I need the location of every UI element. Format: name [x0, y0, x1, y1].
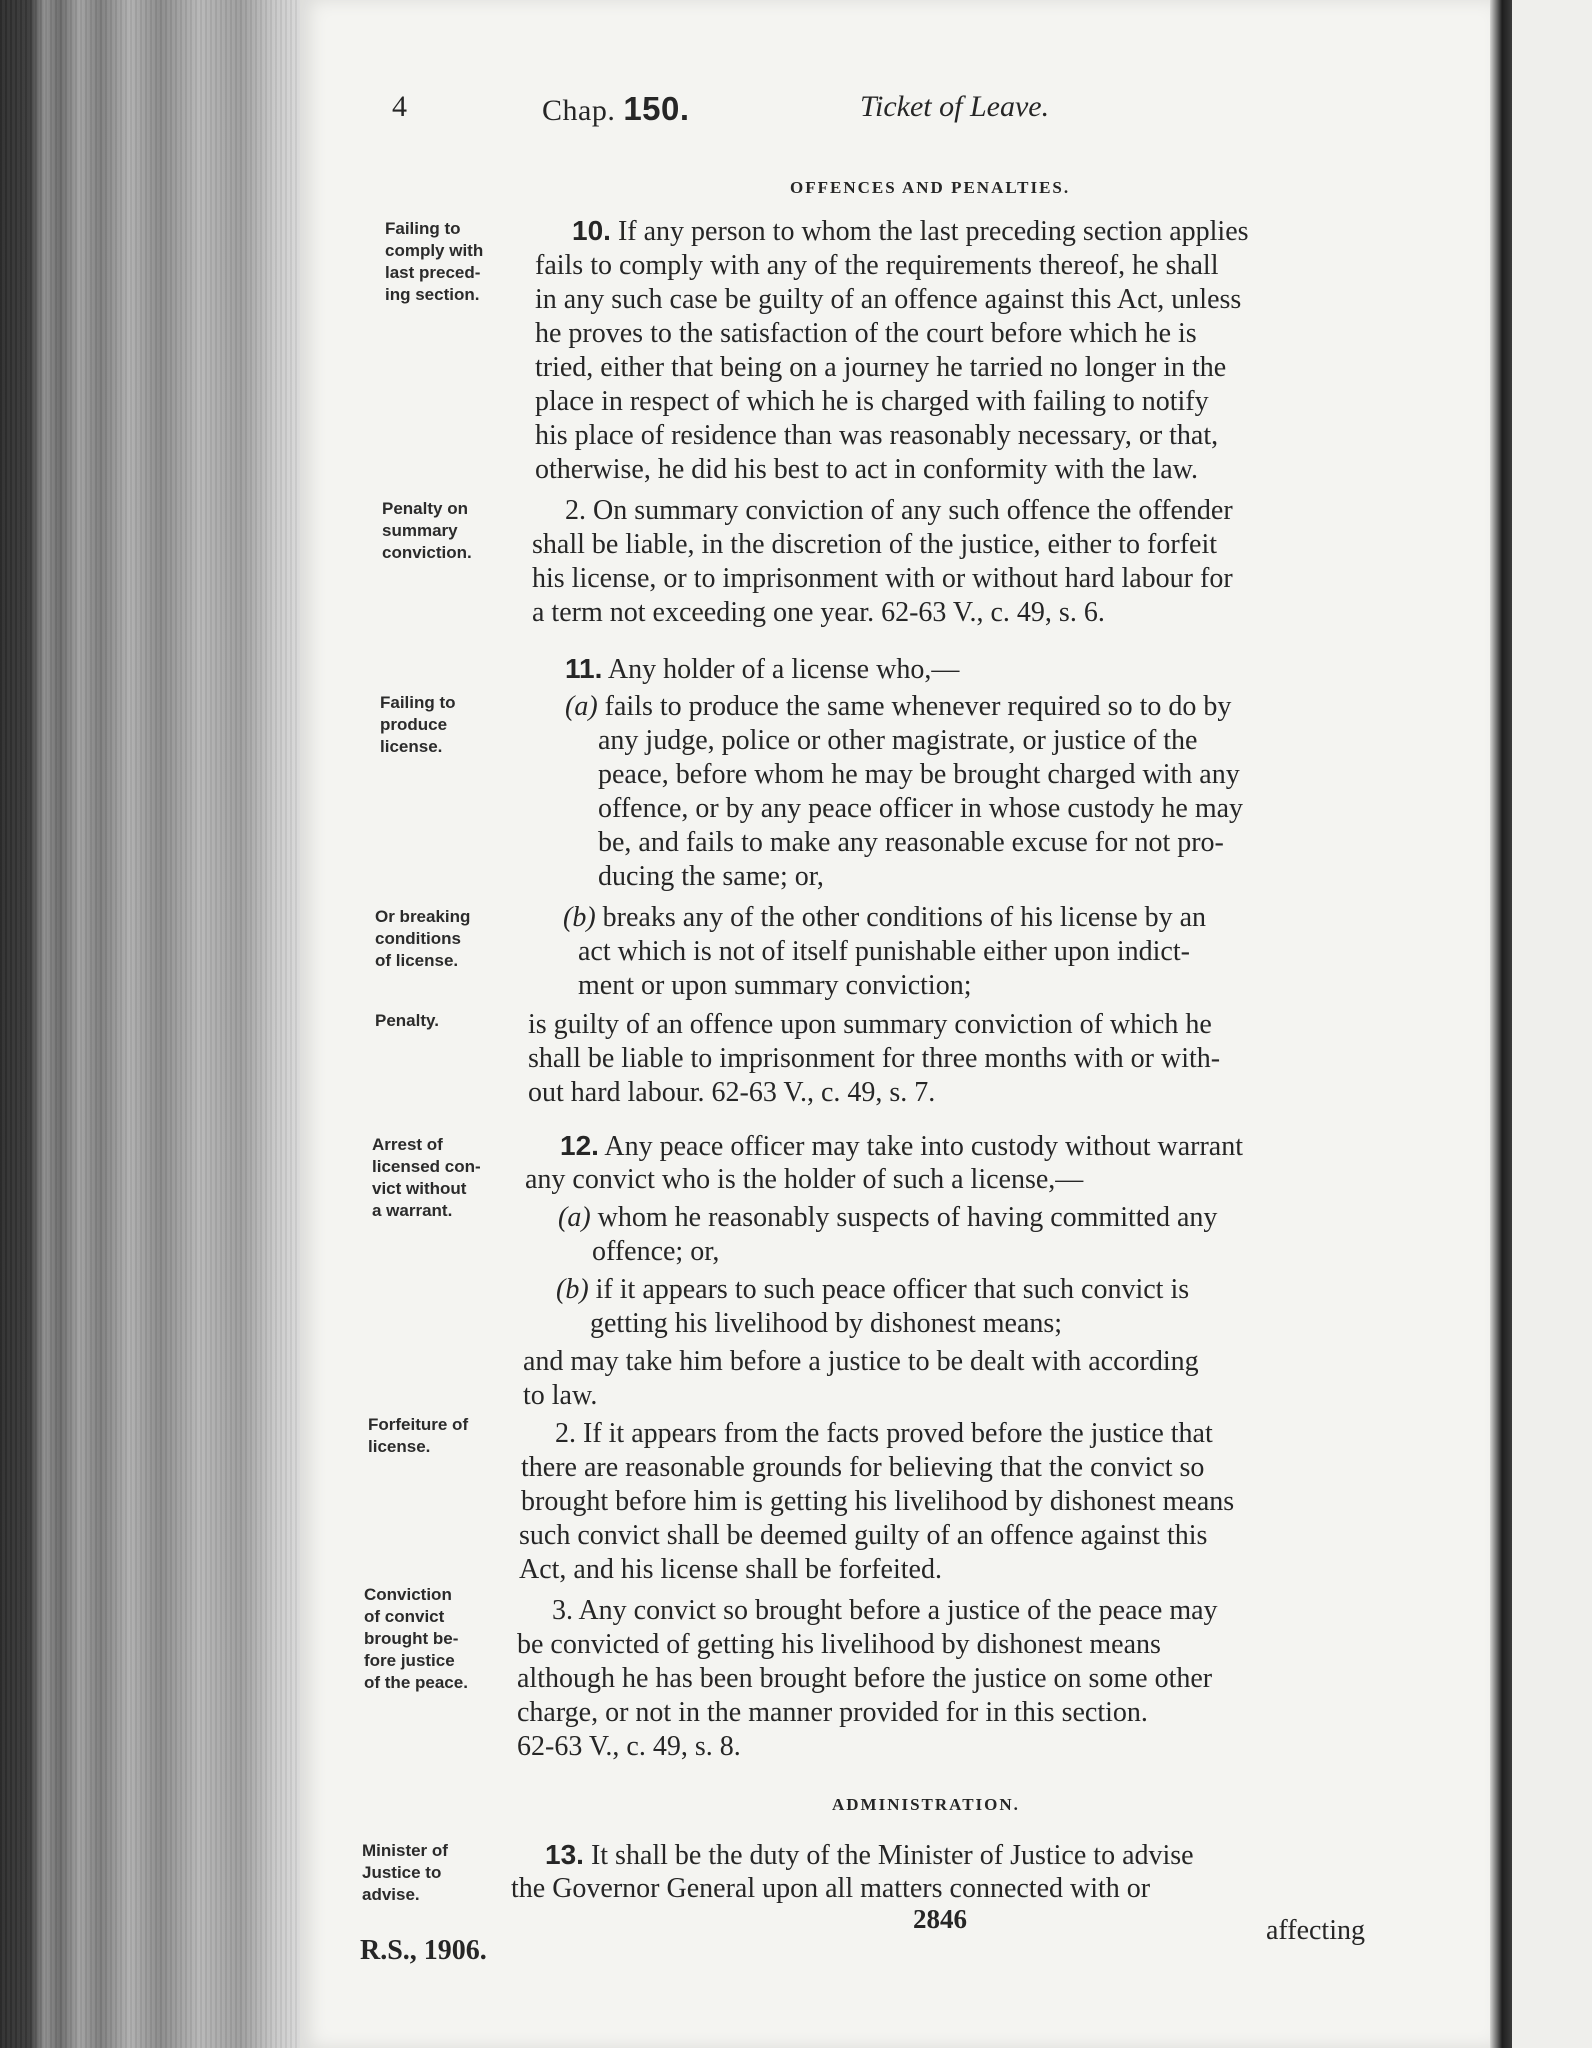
text-line: 2. On summary conviction of any such offence the offender: [565, 495, 1233, 526]
margin-note: Penalty.: [375, 1011, 439, 1030]
section-number: 10.: [572, 215, 611, 246]
text-line: be convicted of getting his livelihood by dishonest means: [517, 1629, 1161, 1660]
margin-note: Or breaking conditions of license.: [375, 907, 471, 970]
text-line: getting his livelihood by dishonest means;: [590, 1308, 1063, 1339]
text-line: although he has been brought before the justice on some other: [517, 1663, 1213, 1694]
text-line: his license, or to imprisonment with or without hard labour for: [532, 563, 1233, 594]
text-line: (a) fails to produce the same whenever required so to do by: [565, 691, 1232, 722]
section-11-line: 11. Any holder of a license who,—: [565, 653, 960, 685]
chapter-number: 150.: [623, 90, 690, 127]
text-line: 2. If it appears from the facts proved before the justice that: [555, 1418, 1213, 1449]
text-line: to law.: [523, 1380, 598, 1411]
heading-offences: OFFENCES AND PENALTIES.: [790, 178, 1071, 197]
book-gutter: [1490, 0, 1512, 2048]
section-number: 13.: [545, 1839, 584, 1870]
text-line: be, and fails to make any reasonable excuse for not pro-: [598, 827, 1224, 858]
section-number: 11.: [565, 653, 603, 684]
book-page-edges: [0, 0, 300, 2048]
text-line: 3. Any convict so brought before a justice of the peace may: [552, 1595, 1218, 1626]
edition-mark: R.S., 1906.: [360, 1935, 487, 1966]
text-line: tried, either that being on a journey he tarried no longer in the: [535, 352, 1227, 383]
text-line: ment or upon summary conviction;: [578, 970, 972, 1001]
chapter-label: Chap. 150.: [542, 90, 690, 127]
text-line: any judge, police or other magistrate, or justice of the: [598, 725, 1198, 756]
text-line: his place of residence than was reasonably necessary, or that,: [535, 420, 1219, 451]
margin-note: Failing to produce license.: [380, 693, 456, 756]
text-line: act which is not of itself punishable either upon indict-: [578, 936, 1190, 967]
text-line: fails to comply with any of the requirements thereof, he shall: [535, 250, 1219, 281]
text-line: in any such case be guilty of an offence against this Act, unless: [535, 284, 1242, 315]
text-line: the Governor General upon all matters connected with or: [511, 1873, 1151, 1904]
text-line: Act, and his license shall be forfeited.: [519, 1554, 942, 1585]
text-line: offence, or by any peace officer in whose custody he may: [598, 793, 1244, 824]
text-line: there are reasonable grounds for believing that the convict so: [521, 1452, 1205, 1483]
text-line: 62-63 V., c. 49, s. 8.: [517, 1731, 741, 1762]
text-line: place in respect of which he is charged with failing to notify: [535, 386, 1209, 417]
text-line: out hard labour. 62-63 V., c. 49, s. 7.: [528, 1077, 936, 1108]
page-number: 4: [392, 90, 407, 123]
running-title: Ticket of Leave.: [860, 90, 1050, 123]
text-line: (b) if it appears to such peace officer that such convict is: [556, 1274, 1190, 1305]
text-line: (a) whom he reasonably suspects of having committed any: [558, 1202, 1218, 1233]
margin-note: Penalty on summary conviction.: [382, 499, 472, 562]
section-10-line: 10. If any person to whom the last preceding section applies: [572, 215, 1249, 247]
heading-administration: ADMINISTRATION.: [832, 1795, 1020, 1814]
text-line: (b) breaks any of the other conditions of his license by an: [563, 902, 1207, 933]
text-line: is guilty of an offence upon summary conviction of which he: [528, 1009, 1212, 1040]
text-line: ducing the same; or,: [598, 861, 824, 892]
text-line: any convict who is the holder of such a license,—: [525, 1164, 1084, 1195]
margin-note: Forfeiture of license.: [368, 1415, 469, 1456]
text-line: offence; or,: [592, 1236, 720, 1267]
text-line: charge, or not in the manner provided for in this section.: [517, 1697, 1148, 1728]
text-line: shall be liable to imprisonment for three months with or with-: [528, 1043, 1221, 1074]
text-line: brought before him is getting his livelihood by dishonest means: [521, 1486, 1235, 1517]
text-line: otherwise, he did his best to act in conformity with the law.: [535, 454, 1199, 485]
catchword: affecting: [1266, 1915, 1365, 1946]
margin-note: Failing to comply with last preced- ing section.: [385, 219, 484, 304]
text-line: such convict shall be deemed guilty of an offence against this: [519, 1520, 1208, 1551]
section-12-line: 12. Any peace officer may take into custody without warrant: [560, 1130, 1244, 1162]
facing-page-edge: [1512, 0, 1592, 2048]
folio-number: 2846: [913, 1904, 967, 1934]
text-line: and may take him before a justice to be dealt with according: [523, 1346, 1199, 1377]
section-13-line: 13. It shall be the duty of the Minister of Justice to advise: [545, 1839, 1194, 1871]
margin-note: Arrest of licensed con- vict without a warrant.: [372, 1135, 481, 1220]
text-line: a term not exceeding one year. 62-63 V., c. 49, s. 6.: [532, 597, 1105, 628]
margin-note: Conviction of convict brought be- fore justice of the peace.: [364, 1585, 468, 1692]
margin-note: Minister of Justice to advise.: [362, 1841, 448, 1904]
section-number: 12.: [560, 1130, 599, 1161]
text-line: shall be liable, in the discretion of the justice, either to forfeit: [532, 529, 1218, 560]
text-line: he proves to the satisfaction of the court before which he is: [535, 318, 1197, 349]
text-line: peace, before whom he may be brought charged with any: [598, 759, 1240, 790]
